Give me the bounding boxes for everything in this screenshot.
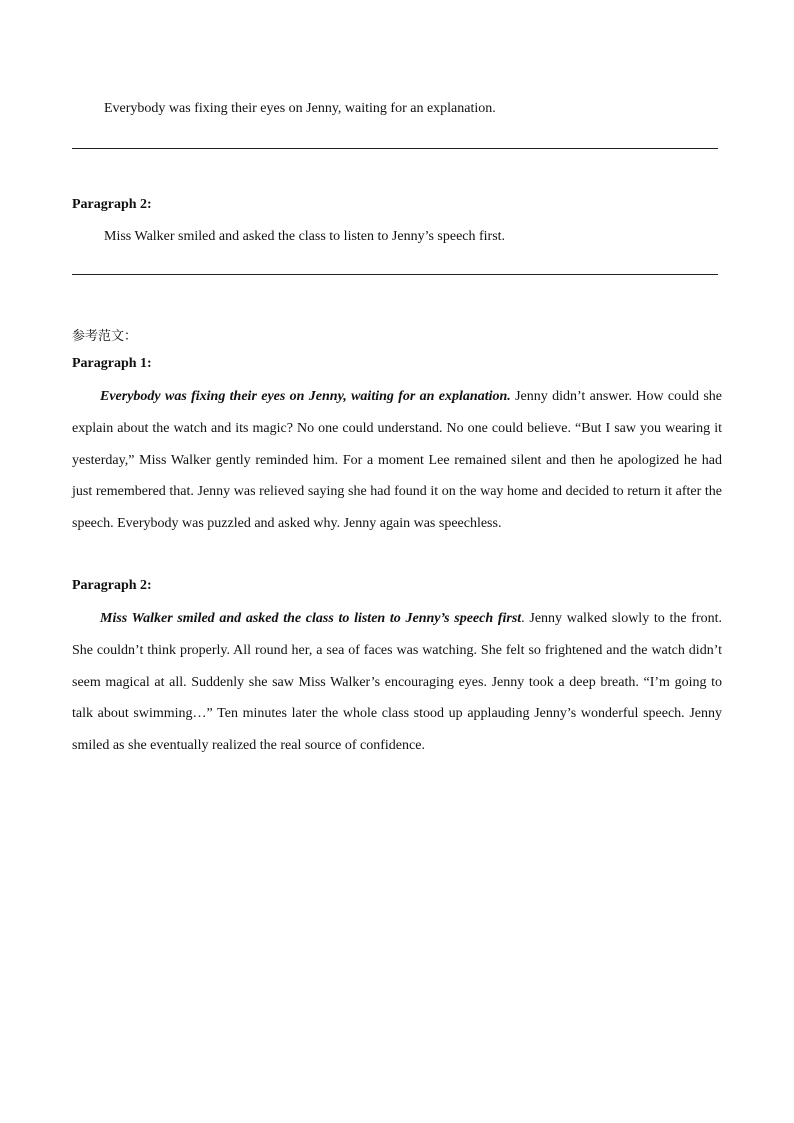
answer-line-2 [72,274,718,275]
sample-paragraph-2-body: . Jenny walked slowly to the front. She couldn’t think properly. All round her, a sea of faces was watching. She felt so frightened and the watch didn’t seem magical at all. Suddenly she saw Miss Walker’s encouraging eyes. Jenny took a deep breath. “I’m going to talk about swimming…” Ten minutes later the whole class stood up applauding Jenny’s wonderful speech. Jenny smiled as she eventually realized the real source of confidence. [72,611,722,754]
prompt-sentence-2: Miss Walker smiled and asked the class to listen to Jenny’s speech first. [104,229,506,244]
sample-paragraph-1 [72,381,722,540]
answer-line-1 [72,148,718,149]
sample-paragraph-2 [72,603,722,762]
sample-paragraph-1-body: Jenny didn’t answer. How could she explain about the watch and its magic? No one could understand. No one could believe. “But I saw you wearing it yesterday,” Miss Walker gently reminded him. For a moment Lee remained silent and then he apologized he had just remembered that. Jenny was relieved saying she had found it on the way home and decided to return it after the speech. Everybody was puzzled and asked why. Jenny again was speechless. [72,389,722,532]
sample-paragraph-1-heading: Paragraph 1: [72,356,152,371]
sample-paragraph-2-heading: Paragraph 2: [72,578,152,593]
reference-label: 参考范文： [72,329,138,344]
paragraph-2-heading: Paragraph 2: [72,197,152,212]
sample-paragraph-1-lead: Everybody was fixing their eyes on Jenny, waiting for an explanation. [100,389,511,404]
prompt-sentence-1: Everybody was fixing their eyes on Jenny, waiting for an explanation. [104,101,496,116]
sample-paragraph-2-lead: Miss Walker smiled and asked the class to listen to Jenny’s speech first [100,611,522,626]
